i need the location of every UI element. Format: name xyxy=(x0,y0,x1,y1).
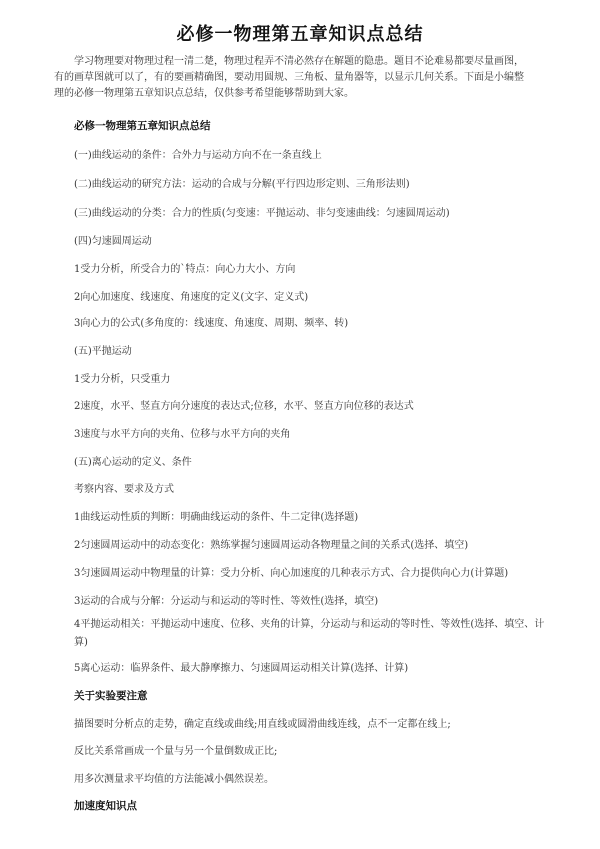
section-heading: 加速度知识点 xyxy=(74,800,137,812)
list-item: (五)离心运动的定义、条件 xyxy=(74,457,192,468)
list-item: (五)平抛运动 xyxy=(74,346,132,357)
list-item: 3向心力的公式(多角度的：线速度、角速度、周期、频率、转) xyxy=(74,318,349,329)
list-item: 反比关系常画成一个量与另一个量倒数成正比; xyxy=(74,746,278,757)
page-title: 必修一物理第五章知识点总结 xyxy=(176,24,424,45)
intro-paragraph xyxy=(54,54,554,102)
list-item: 1曲线运动性质的判断：明确曲线运动的条件、牛二定律(选择题) xyxy=(74,512,359,523)
intro-line: 学习物理要对物理过程一清二楚，物理过程弄不清必然存在解题的隐患。题目不论难易都要尽量画图， xyxy=(74,56,524,67)
list-item: 4平抛运动相关：平抛运动中速度、位移、夹角的计算，分运动与和运动的等时性、等效性(选择、填空、计算) xyxy=(74,619,545,648)
list-item: 描图要时分析点的走势，确定直线或曲线;用直线或圆滑曲线连线，点不一定都在线上; xyxy=(74,719,451,730)
list-item: (二)曲线运动的研究方法：运动的合成与分解(平行四边形定则、三角形法则) xyxy=(74,179,410,190)
list-item: (一)曲线运动的条件：合外力与运动方向不在一条直线上 xyxy=(74,150,322,161)
list-item: 3速度与水平方向的夹角、位移与水平方向的夹角 xyxy=(74,429,291,440)
intro-line: 理的必修一物理第五章知识点总结，仅供参考希望能够帮助到大家。 xyxy=(54,88,354,99)
list-item: 用多次测量求平均值的方法能减小偶然误差。 xyxy=(74,774,274,785)
list-item: 1受力分析，所受合力的`特点：向心力大小、方向 xyxy=(74,264,296,275)
list-item: 2速度，水平、竖直方向分速度的表达式;位移，水平、竖直方向位移的表达式 xyxy=(74,401,414,412)
list-item: 2向心加速度、线速度、角速度的定义(文字、定义式) xyxy=(74,292,309,303)
list-item: 考察内容、要求及方式 xyxy=(74,484,174,495)
list-item: 2匀速圆周运动中的动态变化：熟练掌握匀速圆周运动各物理量之间的关系式(选择、填空) xyxy=(74,540,469,551)
section-heading: 关于实验要注意 xyxy=(74,690,148,702)
list-item: 1受力分析，只受重力 xyxy=(74,374,171,385)
list-item: 3运动的合成与分解：分运动与和运动的等时性、等效性(选择，填空) xyxy=(74,596,379,607)
intro-line: 有的画草图就可以了，有的要画精确图，要动用圆规、三角板、量角器等，以显示几何关系。下面是小编整 xyxy=(54,72,524,83)
list-item: (三)曲线运动的分类：合力的性质(匀变速：平抛运动、非匀变速曲线：匀速圆周运动) xyxy=(74,208,450,219)
list-item: (四)匀速圆周运动 xyxy=(74,236,152,247)
list-item: 3匀速圆周运动中物理量的计算：受力分析、向心加速度的几种表示方式、合力提供向心力(计算题) xyxy=(74,568,509,579)
section-heading: 必修一物理第五章知识点总结 xyxy=(74,120,211,132)
list-item: 5离心运动：临界条件、最大静摩擦力、匀速圆周运动相关计算(选择、计算) xyxy=(74,663,409,674)
